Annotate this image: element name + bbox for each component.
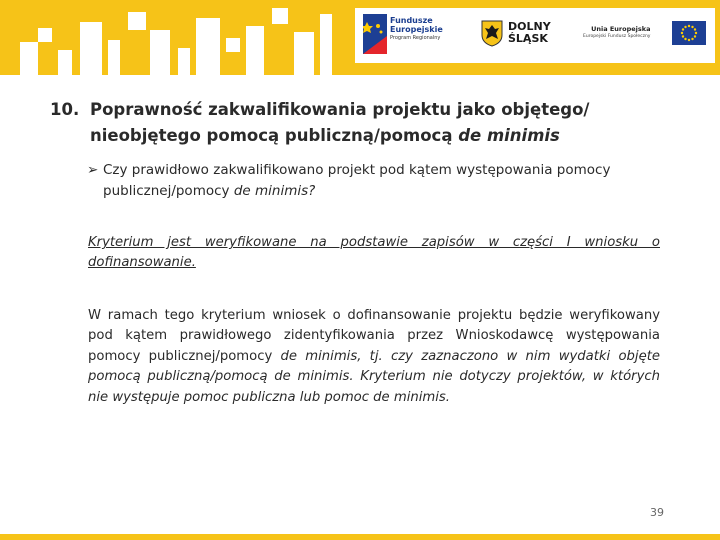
region-logo-line1: DOLNY <box>508 20 551 33</box>
paragraph-italic-text: de minimis, tj. czy zaznaczono w nim wydatki objęte pomocą publiczną/pomocą de minimis. Kryterium nie dotyczy projektów, w których nie występuje pomoc publiczna lub pomoc de minimis. <box>88 348 660 405</box>
heading-text: Poprawność zakwalifikowania projektu jako objętego/ nieobjętego pomocą publiczną/pomocą <box>90 100 590 145</box>
description-paragraph <box>88 306 660 408</box>
banner-block <box>320 14 332 75</box>
banner-block <box>196 18 220 75</box>
funds-logo-subtitle: Program Regionalny <box>390 34 441 41</box>
slide-heading <box>50 97 690 148</box>
funds-logo-title: Fundusze Europejskie <box>390 16 443 34</box>
banner-block <box>246 26 264 75</box>
bullet-italic-text: de minimis? <box>233 182 316 199</box>
banner-block <box>150 30 170 75</box>
page-number: 39 <box>650 506 664 519</box>
eu-logo-text <box>583 26 650 39</box>
stars-flag-icon <box>363 14 387 54</box>
region-logo-text <box>508 21 551 44</box>
heading-number: 10. <box>50 100 80 119</box>
banner-block <box>108 40 120 75</box>
bullet-text-block <box>103 160 667 202</box>
banner-block <box>20 42 38 75</box>
banner-block <box>178 48 190 75</box>
arrow-bullet-icon: ➢ <box>87 162 99 178</box>
eagle-crest-icon <box>480 19 504 47</box>
banner-block <box>226 38 240 52</box>
eu-logo-line2: Europejski Fundusz Społeczny <box>583 33 651 39</box>
eu-logo-line1: Unia Europejska <box>591 25 651 33</box>
banner-block <box>80 22 102 75</box>
region-logo-line2: ŚLĄSK <box>508 31 548 45</box>
bullet-text: Czy prawidłowo zakwalifikowano projekt pod kątem występowania pomocy publicznej/pomocy <box>103 162 611 199</box>
footer-bar <box>0 534 720 540</box>
question-bullet <box>87 160 667 202</box>
funds-logo-text <box>390 17 470 41</box>
logo-panel <box>355 8 715 63</box>
banner-block <box>294 32 314 75</box>
banner-block <box>128 12 146 30</box>
banner-block <box>272 8 288 24</box>
header-banner <box>0 0 720 75</box>
paragraph-text: W ramach tego kryterium wniosek o dofinansowanie projektu będzie weryfikowany pod kątem prawidłowego zidentyfikowania przez Wnioskodawcę występowania pomocy publicznej/pomocy <box>88 308 660 364</box>
heading-text-block <box>90 97 690 148</box>
heading-italic-text: de minimis <box>458 125 560 145</box>
criterion-note: Kryterium jest weryfikowane na podstawie zapisów w części I wniosku o dofinansowanie. <box>88 235 660 271</box>
banner-block <box>58 50 72 75</box>
eu-flag-icon <box>672 21 706 45</box>
banner-block <box>38 28 52 42</box>
